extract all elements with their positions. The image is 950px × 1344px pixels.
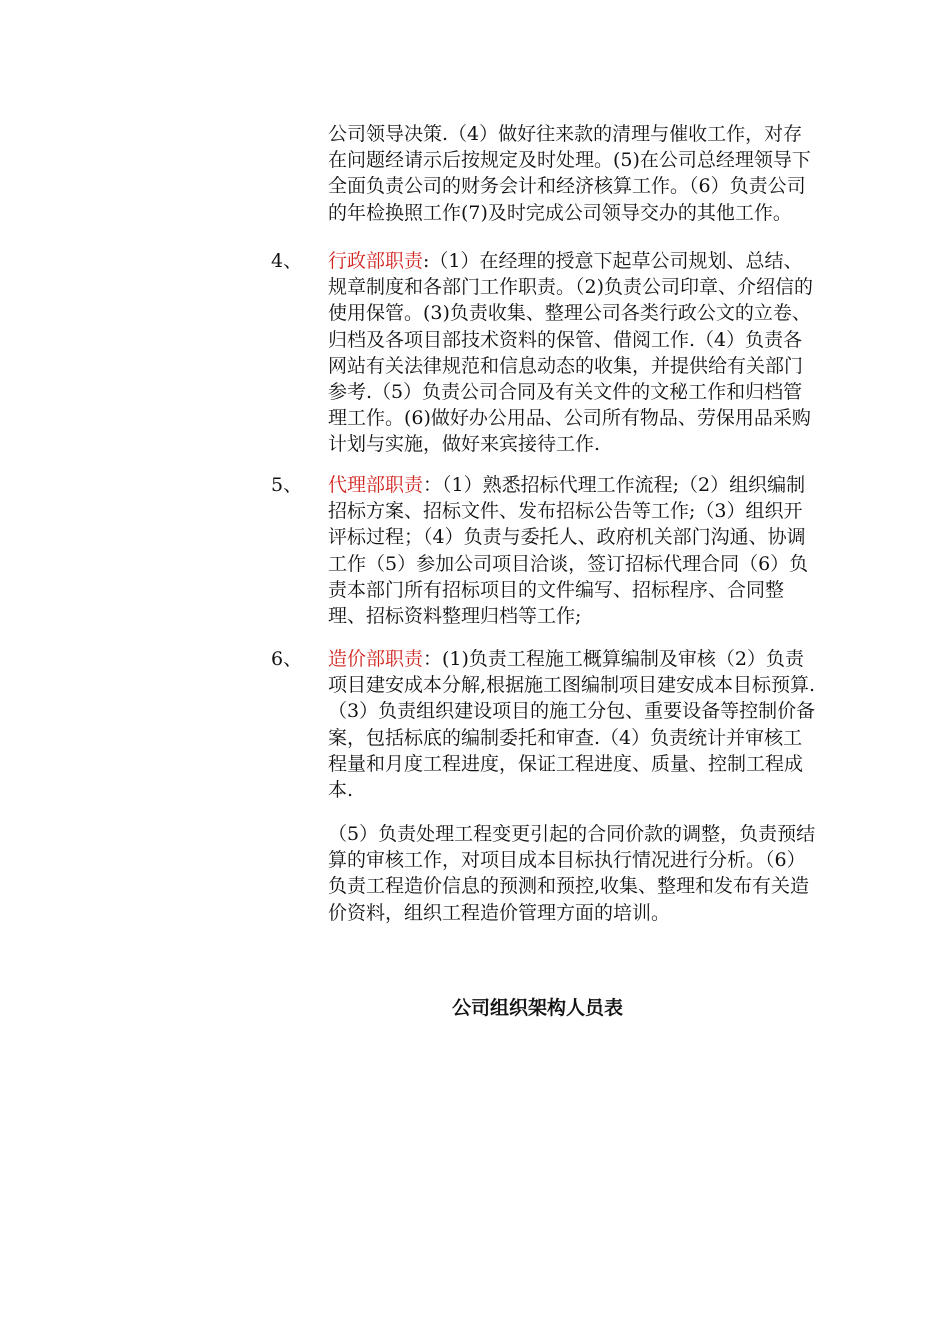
admin-dept-text: :（1）在经理的授意下起草公司规划、总结、规章制度和各部门工作职责。（2)负责公司印章、介绍信的使用保管。(3)负责收集、整理公司各类行政公文的立卷、归档及各项目部技术资料的保管、借阅工作.（4）负责各网站有关法律规范和信息动态的收集，并提供给有关部门参考.（5）负责公司合同及有关文件的文秘工作和归档管理工作。(6)做好办公用品、公司所有物品、劳保用品采购计划与实施，做好来宾接待工作. <box>328 250 814 456</box>
agency-dept-text: ：（1）熟悉招标代理工作流程;（2）组织编制招标方案、招标文件、发布招标公告等工作;（3）组织开评标过程；（4）负责与委托人、政府机关部门沟通、协调工作（5）参加公司项目洽谈，签订招标代理合同（6）负责本部门所有招标项目的文件编写、招标程序、合同整理、招标资料整理归档等工作; <box>328 474 809 628</box>
paragraph-text: 公司领导决策.（4）做好往来款的清理与催收工作，对存在问题经请示后按规定及时处理。(5)在公司总经理领导下全面负责公司的财务会计和经济核算工作。（6）负责公司的年检换照工作(7)及时完成公司领导交办的其他工作。 <box>328 123 811 224</box>
cost-dept-text-2: （5）负责处理工程变更引起的合同价款的调整，负责预结算的审核工作，对项目成本目标执行情况进行分析。（6）负责工程造价信息的预测和预控,收集、整理和发布有关造价资料，组织工程造价管理方面的培训。 <box>328 823 816 924</box>
admin-dept-duties <box>328 248 818 458</box>
cost-dept-duties-continued <box>328 821 818 926</box>
agency-dept-heading: 代理部职责 <box>328 474 424 496</box>
admin-dept-heading: 行政部职责 <box>328 250 424 272</box>
finance-duties-continued <box>328 121 818 226</box>
section-title: 公司组织架构人员表 <box>451 997 623 1019</box>
item-number-5: 5、 <box>271 474 303 496</box>
cost-dept-duties <box>328 646 818 803</box>
agency-dept-duties <box>328 472 818 629</box>
cost-dept-text: ：(1)负责工程施工概算编制及审核（2）负责项目建安成本分解,根据施工图编制项目建安成本目标预算.（3）负责组织建设项目的施工分包、重要设备等控制价备案，包括标底的编制委托和审查.（4）负责统计并审核工程量和月度工程进度，保证工程进度、质量、控制工程成本. <box>328 648 816 802</box>
item-number-4: 4、 <box>271 250 303 272</box>
cost-dept-heading: 造价部职责 <box>328 648 424 670</box>
item-number-6: 6、 <box>271 648 303 670</box>
